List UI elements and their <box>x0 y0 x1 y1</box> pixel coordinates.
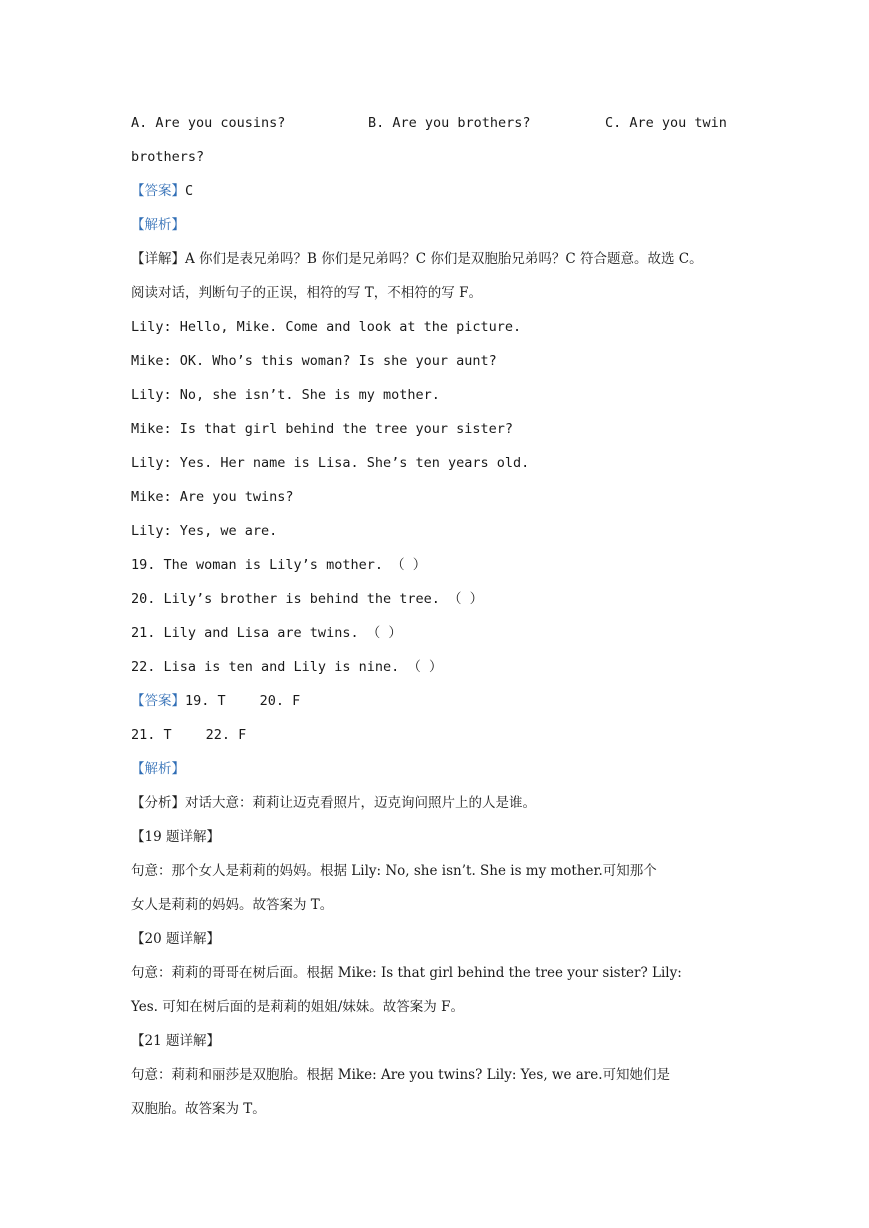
answer-line-3 <box>131 718 741 752</box>
q19-header: 【19 题详解】 <box>131 829 220 845</box>
option-c-continued: brothers? <box>131 149 205 165</box>
answer-22: 22. F <box>205 727 247 743</box>
dialogue-line: Mike: Is that girl behind the tree your sister? <box>131 421 514 437</box>
option-a: A. Are you cousins? <box>131 115 286 131</box>
q20-explanation-2: Yes. 可知在树后面的是莉莉的姐姐/妹妹。故答案为 F。 <box>131 999 464 1015</box>
answer-line-1 <box>131 174 741 208</box>
answer-value: C <box>185 183 194 199</box>
dialogue-line: Lily: Hello, Mike. Come and look at the picture. <box>131 319 522 335</box>
answer-19: 19. T <box>185 693 226 709</box>
dialogue-line: Mike: Are you twins? <box>131 489 294 505</box>
question-19: 19. The woman is Lily’s mother. （ ） <box>131 557 427 573</box>
summary-line: 【分析】对话大意：莉莉让迈克看照片，迈克询问照片上的人是谁。 <box>131 795 536 811</box>
question-22: 22. Lisa is ten and Lily is nine. （ ） <box>131 659 443 675</box>
answer-tag: 【答案】 <box>131 183 185 199</box>
answer-20: 20. F <box>259 693 301 709</box>
q19-explanation-2: 女人是莉莉的妈妈。故答案为 T。 <box>131 897 334 913</box>
q20-explanation-1: 句意：莉莉的哥哥在树后面。根据 Mike: Is that girl behind the tree your sister? Lily: <box>131 965 682 981</box>
analysis-tag: 【解析】 <box>131 217 185 233</box>
q19-explanation-1: 句意：那个女人是莉莉的妈妈。根据 Lily: No, she isn’t. She is my mother.可知那个 <box>131 863 657 879</box>
q20-header: 【20 题详解】 <box>131 931 220 947</box>
question-21: 21. Lily and Lisa are twins. （ ） <box>131 625 402 641</box>
q21-explanation-1: 句意：莉莉和丽莎是双胞胎。根据 Mike: Are you twins? Lily: Yes, we are.可知她们是 <box>131 1067 671 1083</box>
options-row <box>131 106 741 140</box>
answer-tag: 【答案】 <box>131 693 185 709</box>
option-c: C. Are you twin <box>605 115 727 131</box>
option-b: B. Are you brothers? <box>368 115 531 131</box>
analysis-tag: 【解析】 <box>131 761 185 777</box>
instruction-line: 阅读对话，判断句子的正误，相符的写 T，不相符的写 F。 <box>131 285 482 301</box>
dialogue-line: Lily: Yes. Her name is Lisa. She’s ten years old. <box>131 455 530 471</box>
answer-line-2 <box>131 684 741 718</box>
question-20: 20. Lily’s brother is behind the tree. （ ） <box>131 591 484 607</box>
dialogue-line: Lily: Yes, we are. <box>131 523 278 539</box>
document-page <box>131 106 741 1126</box>
answer-21: 21. T <box>131 727 172 743</box>
q21-header: 【21 题详解】 <box>131 1033 220 1049</box>
dialogue-line: Mike: OK. Who’s this woman? Is she your aunt? <box>131 353 497 369</box>
detail-line: 【详解】A 你们是表兄弟吗？B 你们是兄弟吗？C 你们是双胞胎兄弟吗？C 符合题意。故选 C。 <box>131 251 703 267</box>
q21-explanation-2: 双胞胎。故答案为 T。 <box>131 1101 266 1117</box>
dialogue-line: Lily: No, she isn’t. She is my mother. <box>131 387 440 403</box>
